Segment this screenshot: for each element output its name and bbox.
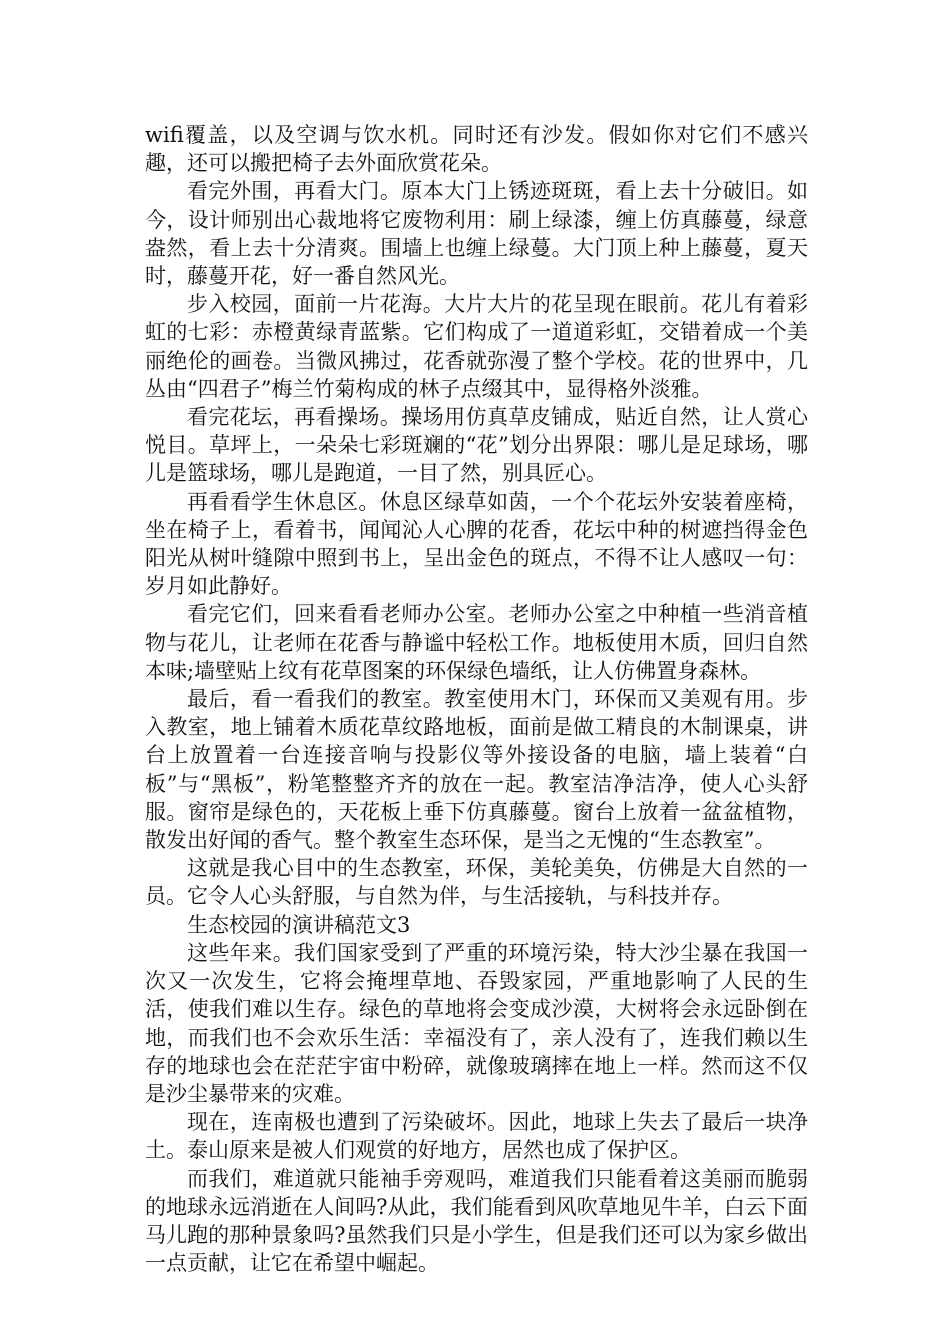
paragraph-conclusion: 这就是我心目中的生态教室，环保，美轮美奂，仿佛是大自然的一员。它令人心头舒服，与自然为伴，与生活接轨，与科技并存。 — [145, 856, 808, 909]
paragraph-call-to-action: 而我们，难道就只能袖手旁观吗，难道我们只能看着这美丽而脆弱的地球永远消逝在人间吗?从此，我们能看到风吹草地见牛羊，白云下面马儿跑的那种景象吗?虽然我们只是小学生，但是我们还可以为家乡做出一点贡献，让它在希望中崛起。 — [145, 1166, 808, 1276]
paragraph-gate: 看完外围，再看大门。原本大门上锈迹斑斑，看上去十分破旧。如今，设计师别出心裁地将它废物利用：刷上绿漆，缠上仿真藤蔓，绿意盎然，看上去十分清爽。围墙上也缠上绿蔓。大门顶上种上藤蔓，夏天时，藤蔓开花，好一番自然风光。 — [145, 179, 808, 289]
paragraph-teacher-office: 看完它们，回来看看老师办公室。老师办公室之中种植一些消音植物与花儿，让老师在花香与静谧中轻松工作。地板使用木质，回归自然本味;墙壁贴上纹有花草图案的环保绿色墙纸，让人仿佛置身森林。 — [145, 602, 808, 683]
section-heading: 生态校园的演讲稿范文3 — [187, 912, 411, 937]
paragraph-rest-area: 再看看学生休息区。休息区绿草如茵，一个个花坛外安装着座椅，坐在椅子上，看着书，闻闻沁人心脾的花香，花坛中种的树遮挡得金色阳光从树叶缝隙中照到书上，呈出金色的斑点，不得不让人感叹一句：岁月如此静好。 — [145, 489, 808, 599]
paragraph-antarctica: 现在，连南极也遭到了污染破坏。因此，地球上失去了最后一块净土。泰山原来是被人们观赏的好地方，居然也成了保护区。 — [145, 1110, 808, 1163]
paragraph-continued: wifi覆盖，以及空调与饮水机。同时还有沙发。假如你对它们不感兴趣，还可以搬把椅子去外面欣赏花朵。 — [145, 123, 808, 176]
paragraph-flower-sea: 步入校园，面前一片花海。大片大片的花呈现在眼前。花儿有着彩虹的七彩：赤橙黄绿青蓝紫。它们构成了一道道彩虹，交错着成一个美丽绝伦的画卷。当微风拂过，花香就弥漫了整个学校。花的世界中，几丛由“四君子”梅兰竹菊构成的林子点缀其中，显得格外淡雅。 — [145, 292, 808, 401]
paragraph-playground: 看完花坛，再看操场。操场用仿真草皮铺成，贴近自然，让人赏心悦目。草坪上，一朵朵七彩斑斓的“花”划分出界限：哪儿是足球场，哪儿是篮球场，哪儿是跑道，一目了然，别具匠心。 — [145, 405, 808, 486]
paragraph-pollution: 这些年来。我们国家受到了严重的环境污染，特大沙尘暴在我国一次又一次发生，它将会掩埋草地、吞毁家园，严重地影响了人民的生活，使我们难以生存。绿色的草地将会变成沙漠，大树将会永远卧倒在地，而我们也不会欢乐生活：幸福没有了，亲人没有了，连我们赖以生存的地球也会在茫茫宇宙中粉碎，就像玻璃摔在地上一样。然而这不仅是沙尘暴带来的灾难。 — [145, 940, 808, 1106]
paragraph-classroom: 最后，看一看我们的教室。教室使用木门，环保而又美观有用。步入教室，地上铺着木质花草纹路地板，面前是做工精良的木制课桌，讲台上放置着一台连接音响与投影仪等外接设备的电脑，墙上装着“白板”与“黑板”，粉笔整整齐齐的放在一起。教室洁净洁净，使人心头舒服。窗帘是绿色的，天花板上垂下仿真藤蔓。窗台上放着一盆盆植物，散发出好闻的香气。整个教室生态环保，是当之无愧的“生态教室”。 — [145, 687, 808, 853]
document-body — [145, 121, 808, 1277]
